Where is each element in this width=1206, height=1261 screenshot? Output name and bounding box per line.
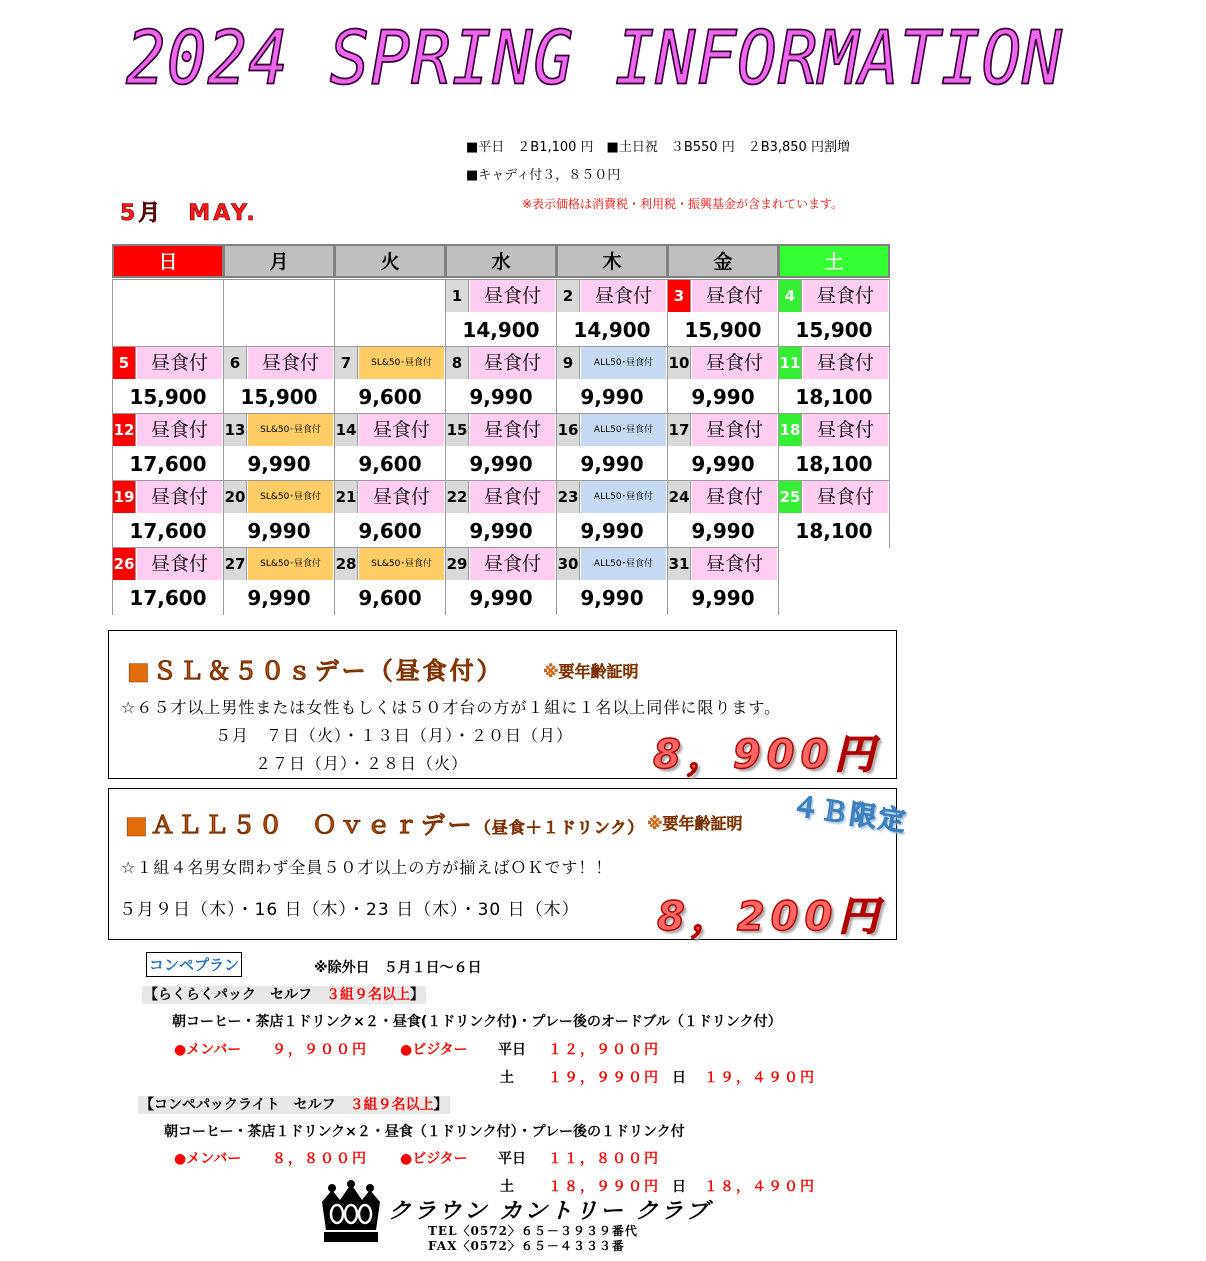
- day-plan: 昼食付: [137, 548, 222, 580]
- pack2-description: 朝コーヒー・茶店１ドリンク×２・昼食（１ドリンク付）・プレー後の１ドリンク付: [164, 1124, 685, 1140]
- day-plan: 昼食付: [470, 347, 555, 379]
- day-plan: 昼食付: [581, 280, 666, 312]
- day-number: 31: [668, 548, 691, 580]
- day-price: 9,990: [224, 581, 334, 615]
- pack1-sat-label: 土: [500, 1070, 514, 1086]
- pack2-name-prefix: 【コンペパックライト セルフ: [140, 1097, 350, 1113]
- pack1-sat-price: １９，９９０円: [548, 1070, 660, 1086]
- all50-title: [125, 805, 644, 840]
- calendar-day-cell: [334, 547, 446, 615]
- pack2-name-condition: ３組９名以上: [349, 1097, 434, 1113]
- club-tel: TEL〈0572〉６５－３９３９番代: [428, 1224, 638, 1238]
- day-number: 1: [446, 280, 469, 312]
- day-price: 9,600: [335, 514, 445, 548]
- day-price: 15,900: [668, 313, 778, 347]
- crown-icon: [318, 1180, 384, 1244]
- day-price: 15,900: [113, 380, 223, 414]
- day-number: 20: [224, 481, 247, 513]
- day-number: 5: [113, 347, 136, 379]
- day-price: 15,900: [779, 313, 889, 347]
- calendar-day-cell: [667, 346, 779, 414]
- day-price: 9,600: [335, 447, 445, 481]
- day-price: 15,900: [224, 380, 334, 414]
- day-plan: ALL50･昼食付: [581, 414, 666, 446]
- day-number: 19: [113, 481, 136, 513]
- pack1-name-prefix: 【らくらくパック セルフ: [144, 987, 326, 1003]
- day-plan: SL&50･昼食付: [248, 548, 333, 580]
- calendar-day-cell: [778, 279, 890, 347]
- all50-description: ☆１組４名男女問わず全員５０才以上の方が揃えばＯＫです！！: [121, 858, 613, 877]
- all50-price: 8，200円: [657, 894, 885, 940]
- calendar-day-cell: [334, 480, 446, 548]
- weekday-header: 木: [556, 244, 668, 278]
- day-plan: 昼食付: [692, 414, 777, 446]
- day-plan: ALL50･昼食付: [581, 548, 666, 580]
- day-plan: 昼食付: [803, 414, 888, 446]
- day-price: 9,990: [446, 514, 556, 548]
- day-plan: 昼食付: [470, 481, 555, 513]
- pack1-name-condition: ３組９名以上: [326, 987, 410, 1003]
- pack1-sun-label: 日: [672, 1070, 686, 1086]
- pack1-member-price: ９，９００円: [272, 1042, 368, 1058]
- day-number: 21: [335, 481, 358, 513]
- sl50-price: 8，900円: [653, 732, 881, 778]
- calendar-day-cell: [334, 413, 446, 481]
- day-number: 26: [113, 548, 136, 580]
- weekday-header: 水: [445, 244, 557, 278]
- pack1-sun-price: １９，４９０円: [704, 1070, 816, 1086]
- calendar-day-cell: [445, 279, 557, 347]
- compe-exclusion: ※除外日 ５月１日～６日: [314, 960, 482, 976]
- calendar-blank-cell: [112, 279, 224, 347]
- pack2-sun-price: １８，４９０円: [704, 1179, 816, 1195]
- day-number: 16: [557, 414, 580, 446]
- pack1-name-box: [142, 986, 426, 1004]
- pack1-description: 朝コーヒー・茶店１ドリンク×２・昼食(１ドリンク付)・プレー後のオードブル（１ドリンク付）: [172, 1014, 782, 1030]
- all50-dates: ５月９日（木）・16 日（木）・23 日（木）・30 日（木）: [119, 900, 580, 920]
- all50-box: [108, 788, 897, 940]
- pack2-visitor-label: ●ビジター: [400, 1151, 468, 1167]
- calendar-day-cell: [112, 480, 224, 548]
- tax-note: ※表示価格は消費税・利用税・振興基金が含まれています。: [522, 197, 844, 211]
- day-number: 4: [779, 280, 802, 312]
- calendar-day-cell: [556, 346, 668, 414]
- day-number: 22: [446, 481, 469, 513]
- day-plan: 昼食付: [470, 280, 555, 312]
- day-number: 29: [446, 548, 469, 580]
- calendar-day-cell: [112, 346, 224, 414]
- pack2-name-box: [138, 1096, 450, 1114]
- day-price: 9,600: [335, 380, 445, 414]
- pack1-name-suffix: 】: [410, 987, 424, 1003]
- pack2-weekday-price: １１，８００円: [548, 1151, 660, 1167]
- day-number: 6: [224, 347, 247, 379]
- day-price: 17,600: [113, 514, 223, 548]
- day-plan: SL&50･昼食付: [248, 414, 333, 446]
- calendar-day-cell: [556, 413, 668, 481]
- pack1-weekday-label: 平日: [498, 1042, 526, 1058]
- day-number: 28: [335, 548, 358, 580]
- day-plan: 昼食付: [137, 347, 222, 379]
- pack2-sat-label: 土: [500, 1179, 514, 1195]
- day-number: 3: [668, 280, 691, 312]
- day-price: 17,600: [113, 581, 223, 615]
- day-price: 14,900: [446, 313, 556, 347]
- calendar-day-cell: [778, 480, 890, 548]
- calendar-day-cell: [667, 413, 779, 481]
- day-number: 7: [335, 347, 358, 379]
- calendar-day-cell: [445, 480, 557, 548]
- day-number: 9: [557, 347, 580, 379]
- day-price: 9,990: [557, 581, 667, 615]
- day-price: 9,990: [668, 514, 778, 548]
- day-plan: 昼食付: [803, 347, 888, 379]
- day-number: 10: [668, 347, 691, 379]
- day-number: 23: [557, 481, 580, 513]
- day-plan: SL&50･昼食付: [359, 347, 444, 379]
- day-price: 9,990: [557, 514, 667, 548]
- day-plan: SL&50･昼食付: [359, 548, 444, 580]
- day-number: 25: [779, 481, 802, 513]
- sl50-box: [108, 630, 897, 779]
- day-plan: 昼食付: [470, 414, 555, 446]
- calendar-day-cell: [223, 547, 335, 615]
- day-number: 18: [779, 414, 802, 446]
- pack2-sun-label: 日: [672, 1179, 686, 1195]
- calendar-day-cell: [445, 346, 557, 414]
- calendar-day-cell: [667, 547, 779, 615]
- price-info-weekday: ■平日 ２B1,100 円 ■土日祝 ３B550 円 ２B3,850 円割増: [466, 140, 850, 155]
- day-price: 9,990: [446, 581, 556, 615]
- sl50-dates-2: ２７日（月）・２８日（火）: [255, 754, 469, 773]
- day-plan: 昼食付: [692, 347, 777, 379]
- 4b-limited-badge: ４Ｂ限定: [789, 791, 910, 838]
- day-number: 24: [668, 481, 691, 513]
- calendar-day-cell: [223, 346, 335, 414]
- pack2-name-suffix: 】: [433, 1097, 448, 1113]
- day-number: 8: [446, 347, 469, 379]
- day-price: 9,990: [224, 514, 334, 548]
- day-price: 9,990: [224, 447, 334, 481]
- sl50-description: ☆６５才以上男性または女性もしくは５０才台の方が１組に１名以上同伴に限ります。: [121, 698, 782, 717]
- price-info-caddie: ■キャディ付３，８５０円: [466, 168, 621, 183]
- all50-title-sub: （昼食＋１ドリンク）: [474, 818, 645, 837]
- day-plan: 昼食付: [692, 548, 777, 580]
- calendar-day-cell: [667, 480, 779, 548]
- day-plan: 昼食付: [692, 481, 777, 513]
- pack2-weekday-label: 平日: [498, 1151, 526, 1167]
- club-name: クラウン カントリー クラブ: [388, 1199, 711, 1224]
- day-number: 12: [113, 414, 136, 446]
- pack1-name: [142, 984, 426, 1004]
- day-plan: 昼食付: [470, 548, 555, 580]
- page-title: 2024 SPRING INFORMATION: [126, 15, 1063, 102]
- day-plan: ALL50･昼食付: [581, 481, 666, 513]
- pack2-sat-price: １８，９９０円: [548, 1179, 660, 1195]
- weekday-header: 火: [334, 244, 446, 278]
- pack1-member-label: ●メンバー: [174, 1042, 242, 1058]
- day-price: 9,990: [446, 447, 556, 481]
- sl50-title: ■ＳＬ＆５０ｓデー（昼食付）: [127, 657, 504, 685]
- calendar-day-cell: [556, 547, 668, 615]
- day-number: 15: [446, 414, 469, 446]
- calendar-day-cell: [556, 480, 668, 548]
- calendar-day-cell: [223, 480, 335, 548]
- month-title: 5月 MAY.: [120, 201, 258, 226]
- pack2-member-price: ８，８００円: [272, 1151, 368, 1167]
- sl50-dates-1: ５月 ７日（火）・１３日（月）・２０日（月）: [215, 726, 574, 745]
- pack2-name: [138, 1094, 450, 1114]
- calendar-blank-cell: [223, 279, 335, 347]
- day-plan: 昼食付: [248, 347, 333, 379]
- day-price: 18,100: [779, 447, 889, 481]
- day-number: 2: [557, 280, 580, 312]
- weekday-header: 日: [112, 244, 224, 278]
- day-number: 13: [224, 414, 247, 446]
- pack1-weekday-price: １２，９００円: [548, 1042, 660, 1058]
- club-fax: FAX〈0572〉６５－４３３３番: [428, 1239, 625, 1253]
- day-price: 18,100: [779, 380, 889, 414]
- calendar-day-cell: [223, 413, 335, 481]
- day-price: 9,990: [446, 380, 556, 414]
- calendar-blank-cell: [334, 279, 446, 347]
- calendar-day-cell: [556, 279, 668, 347]
- day-plan: 昼食付: [803, 280, 888, 312]
- day-price: 9,600: [335, 581, 445, 615]
- day-number: 11: [779, 347, 802, 379]
- day-plan: 昼食付: [359, 481, 444, 513]
- day-price: 9,990: [557, 380, 667, 414]
- all50-age-note: ※要年齢証明: [647, 814, 743, 833]
- pack2-member-label: ●メンバー: [174, 1151, 242, 1167]
- calendar-day-cell: [334, 346, 446, 414]
- calendar-day-cell: [667, 279, 779, 347]
- day-price: 18,100: [779, 514, 889, 548]
- calendar-day-cell: [112, 547, 224, 615]
- calendar-day-cell: [778, 413, 890, 481]
- day-price: 9,990: [668, 380, 778, 414]
- day-price: 17,600: [113, 447, 223, 481]
- weekday-header: 金: [667, 244, 779, 278]
- day-price: 9,990: [668, 447, 778, 481]
- day-plan: 昼食付: [803, 481, 888, 513]
- day-number: 17: [668, 414, 691, 446]
- weekday-header: 土: [778, 244, 890, 278]
- day-plan: ALL50･昼食付: [581, 347, 666, 379]
- day-plan: 昼食付: [137, 481, 222, 513]
- day-number: 27: [224, 548, 247, 580]
- compe-title: コンペプラン: [146, 952, 242, 977]
- calendar-day-cell: [778, 346, 890, 414]
- day-number: 14: [335, 414, 358, 446]
- day-price: 9,990: [557, 447, 667, 481]
- day-plan: 昼食付: [137, 414, 222, 446]
- pack1-visitor-label: ●ビジター: [400, 1042, 468, 1058]
- day-price: 14,900: [557, 313, 667, 347]
- day-plan: 昼食付: [692, 280, 777, 312]
- calendar-day-cell: [445, 547, 557, 615]
- calendar-day-cell: [445, 413, 557, 481]
- day-price: 9,990: [668, 581, 778, 615]
- day-number: 30: [557, 548, 580, 580]
- weekday-header: 月: [223, 244, 335, 278]
- sl50-age-note: ※要年齢証明: [543, 662, 639, 681]
- day-plan: 昼食付: [359, 414, 444, 446]
- calendar-day-cell: [112, 413, 224, 481]
- day-plan: SL&50･昼食付: [248, 481, 333, 513]
- all50-title-main: ■ＡＬＬ５０ Ｏｖｅｒデー: [125, 811, 475, 839]
